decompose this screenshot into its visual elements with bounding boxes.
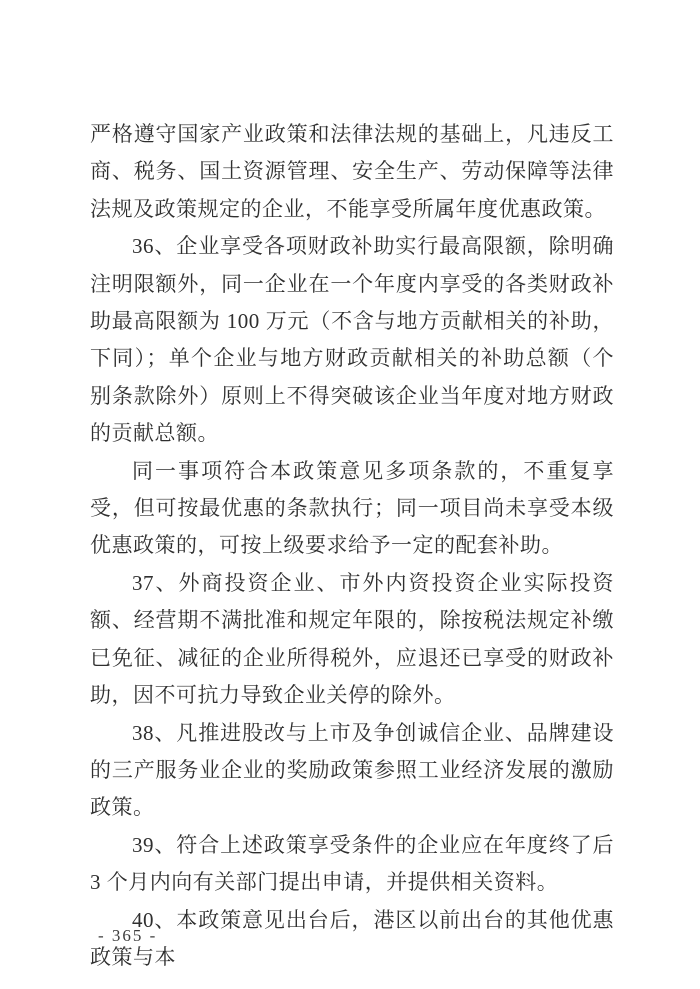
paragraph-39: 39、符合上述政策享受条件的企业应在年度终了后 3 个月内向有关部门提出申请，并提供相关资料。: [90, 832, 614, 895]
paragraph-36: 36、企业享受各项财政补助实行最高限额，除明确注明限额外，同一企业在一个年度内享受的各类财政补助最高限额为 100 万元（不含与地方贡献相关的补助，下同）；单个企业与地方财政贡献相关的补助总额（个别条款除外）原则上不得突破该企业当年度对地方财政的贡献总额。: [90, 234, 614, 446]
paragraph-40: 40、本政策意见出台后，港区以前出台的其他优惠政策与本: [90, 907, 614, 969]
text-block: [90, 116, 614, 976]
paragraph-37: 37、外商投资企业、市外内资投资企业实际投资额、经营期不满批准和规定年限的，除按税法规定补缴已免征、减征的企业所得税外，应退还已享受的财政补助，因不可抗力导致企业关停的除外。: [90, 570, 614, 708]
paragraph-36-supplement: 同一事项符合本政策意见多项条款的，不重复享受，但可按最优惠的条款执行；同一项目尚未享受本级优惠政策的，可按上级要求给予一定的配套补助。: [90, 458, 614, 558]
paragraph-38: 38、凡推进股改与上市及争创诚信企业、品牌建设的三产服务业企业的奖励政策参照工业经济发展的激励政策。: [90, 720, 614, 820]
page-number: - 365 -: [98, 926, 158, 945]
paragraph-continued: 严格遵守国家产业政策和法律法规的基础上，凡违反工商、税务、国土资源管理、安全生产、劳动保障等法律法规及政策规定的企业，不能享受所属年度优惠政策。: [90, 122, 614, 221]
